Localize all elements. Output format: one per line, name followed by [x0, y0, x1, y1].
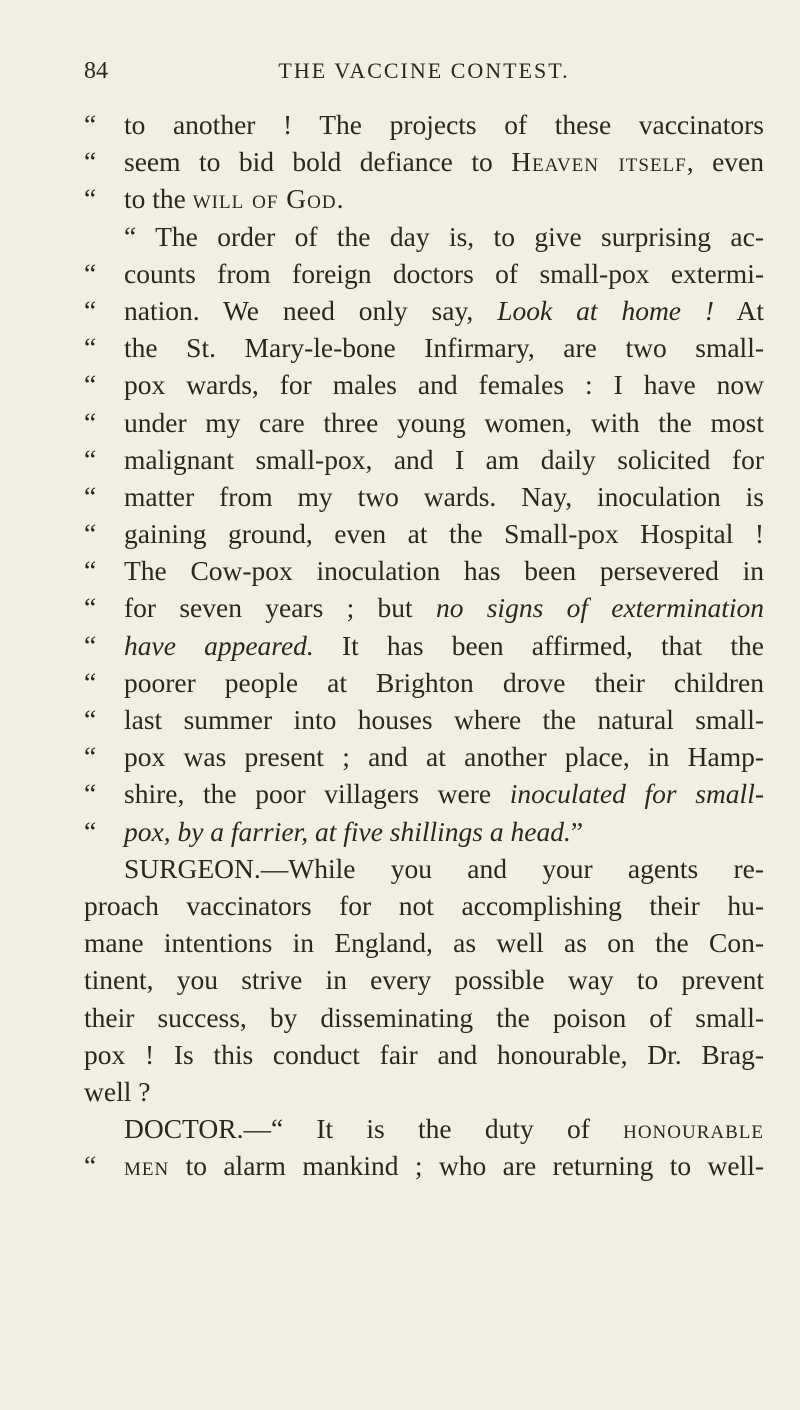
line-text [124, 1147, 764, 1184]
page-number: 84 [84, 58, 108, 84]
line-text [124, 143, 764, 180]
text-line [84, 292, 764, 329]
quote-mark: “ [84, 257, 97, 289]
line-text [124, 1110, 764, 1147]
text-segment: ” [570, 815, 584, 847]
line-text [124, 627, 764, 664]
quote-mark: “ [84, 1150, 97, 1182]
text-line [84, 1147, 764, 1184]
line-text [84, 1073, 764, 1110]
text-segment: pox was present ; and at another place, in Hamp- [124, 741, 764, 773]
text-line [84, 701, 764, 738]
line-text [124, 106, 764, 143]
text-segment: the St. Mary-le-bone Infirmary, are two small- [124, 332, 764, 364]
line-text [84, 1036, 764, 1073]
line-text [124, 775, 764, 812]
quote-mark: “ [84, 406, 97, 438]
italic-text: no signs of extermination [435, 592, 764, 624]
text-segment: tinent, you strive in every possible way to prevent [84, 964, 764, 996]
text-segment: counts from foreign doctors of small-pox extermi- [124, 257, 764, 289]
text-segment: last summer into houses where the natural small- [124, 704, 764, 735]
text-segment: The Cow-pox inoculation has been persevered in [124, 555, 764, 587]
quote-mark: “ [84, 183, 97, 215]
line-text [84, 999, 764, 1036]
small-caps-text: honourable [623, 1113, 764, 1145]
line-text [84, 887, 764, 924]
text-line [84, 813, 764, 850]
text-line [84, 218, 764, 255]
text-line [84, 515, 764, 552]
text-segment: . [336, 183, 344, 215]
line-text [124, 292, 764, 329]
quote-mark: “ [84, 294, 97, 326]
italic-text: pox, by a farrier, at five shillings a head. [124, 815, 571, 847]
text-line [84, 1110, 764, 1147]
line-text [124, 701, 764, 738]
text-segment: At [714, 294, 764, 326]
page-header [84, 58, 764, 90]
quote-mark: “ [84, 555, 97, 587]
text-segment: poorer people at Brighton drove their children [124, 666, 764, 698]
text-segment: under my care three young women, with the most [124, 406, 764, 438]
quote-mark: “ [84, 741, 97, 773]
quote-mark: “ [84, 592, 97, 624]
text-segment: pox ! Is this conduct fair and honourable, Dr. Brag- [84, 1038, 764, 1070]
text-segment: to alarm mankind ; who are returning to well- [169, 1150, 764, 1182]
text-line [84, 1073, 764, 1110]
text-line [84, 404, 764, 441]
text-line [84, 106, 764, 143]
text-segment: seem to bid bold defiance to [124, 146, 512, 178]
text-segment: well ? [84, 1075, 151, 1107]
quote-mark: “ [84, 704, 97, 735]
text-line [84, 999, 764, 1036]
line-text [84, 924, 764, 961]
quote-mark: “ [84, 480, 97, 512]
quote-mark: “ [84, 109, 97, 140]
italic-text: inoculated for small- [509, 778, 764, 810]
text-line [84, 664, 764, 701]
text-segment: malignant small-pox, and I am daily solicited for [124, 443, 764, 475]
running-title: THE VACCINE CONTEST. [278, 58, 570, 83]
quote-mark: “ [84, 815, 97, 847]
line-text [84, 961, 764, 998]
small-caps-text: will of God [192, 183, 337, 215]
text-segment: It has been affirmed, that the [313, 629, 764, 661]
line-text [124, 218, 764, 255]
line-text [124, 813, 764, 850]
small-caps-text: men [124, 1150, 170, 1182]
quote-mark: “ [84, 443, 97, 475]
text-segment: pox wards, for males and females : I have now [124, 369, 764, 401]
line-text [124, 589, 764, 626]
text-segment: for seven years ; but [124, 592, 436, 624]
line-text [124, 478, 764, 515]
quote-mark: “ [84, 629, 97, 661]
text-segment: mane intentions in England, as well as on the Con- [84, 927, 764, 959]
text-segment: to the [124, 183, 193, 215]
italic-text: Look at home ! [497, 294, 715, 326]
quote-mark: “ [84, 146, 97, 178]
small-caps-text: Heaven itself [511, 146, 687, 178]
body-text [84, 106, 764, 1184]
text-segment: proach vaccinators for not accomplishing their hu- [84, 889, 764, 921]
quote-mark: “ [84, 518, 97, 550]
text-line [84, 887, 764, 924]
text-segment: DOCTOR.—“ It is the duty of [124, 1113, 624, 1145]
text-segment: “ The order of the day is, to give surprising ac- [124, 220, 764, 252]
text-segment: SURGEON.—While you and your agents re- [124, 852, 764, 884]
quote-mark: “ [84, 778, 97, 810]
text-line [84, 143, 764, 180]
line-text [124, 515, 764, 552]
text-line [84, 850, 764, 887]
text-line [84, 589, 764, 626]
quote-mark: “ [84, 332, 97, 364]
line-text [124, 738, 764, 775]
quote-mark: “ [84, 369, 97, 401]
line-text [124, 441, 764, 478]
quote-mark: “ [84, 666, 97, 698]
italic-text: have appeared. [124, 629, 314, 661]
text-line [84, 1036, 764, 1073]
text-line [84, 180, 764, 217]
text-line [84, 627, 764, 664]
text-line [84, 478, 764, 515]
line-text [124, 404, 764, 441]
text-segment: their success, by disseminating the poison of small- [84, 1001, 764, 1033]
text-line [84, 738, 764, 775]
text-line [84, 924, 764, 961]
text-line [84, 329, 764, 366]
text-segment: matter from my two wards. Nay, inoculation is [124, 480, 764, 512]
text-segment: nation. We need only say, [124, 294, 498, 326]
text-segment: to another ! The projects of these vaccinators [124, 109, 764, 140]
line-text [124, 850, 764, 887]
text-line [84, 552, 764, 589]
text-line [84, 961, 764, 998]
text-line [84, 366, 764, 403]
line-text [124, 366, 764, 403]
line-text [124, 329, 764, 366]
line-text [124, 180, 764, 217]
text-segment: gaining ground, even at the Small-pox Hospital ! [124, 518, 764, 550]
text-line [84, 775, 764, 812]
line-text [124, 664, 764, 701]
line-text [124, 552, 764, 589]
text-segment: , even [686, 146, 764, 178]
text-line [84, 441, 764, 478]
text-line [84, 255, 764, 292]
text-segment: shire, the poor villagers were [124, 778, 510, 810]
line-text [124, 255, 764, 292]
